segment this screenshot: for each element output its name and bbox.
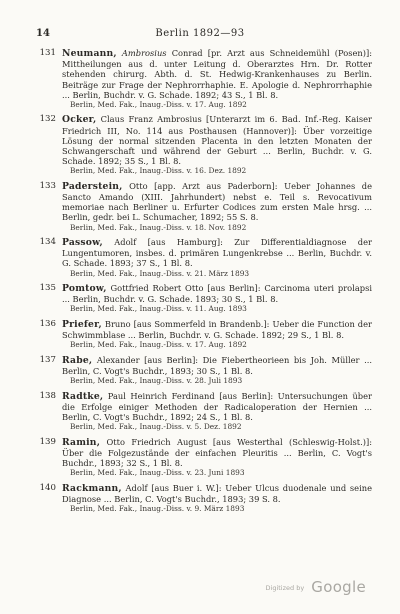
entry-number: 136 <box>39 318 56 329</box>
entry-surname: Ocker, <box>62 114 97 126</box>
entry-description: Claus Franz Ambrosius [Unterarzt im 6. Bad. Inf.-Reg. Kaiser Friedrich III, No. 114 aus Posthausen (Hannover)]: Über vorzeitige Lösung der normal sitzenden Placenta in den letzten Monaten der Schwangerschaft und während der Geburt ... Berlin, Buchdr. v. G. Schade. 1892; 35 S., 1 Bl. 8. <box>62 114 372 167</box>
bibliography-entry <box>30 48 372 109</box>
entry-description: Adolf [aus Buer i. W.]: Ueber Ulcus duodenale und seine Diagnose ... Berlin, C. Vogt's Buchdr., 1893; 39 S. 8. <box>62 482 372 504</box>
bibliography-entry <box>30 437 372 478</box>
entry-dissertation-note: Berlin, Med. Fak., Inaug.-Diss. v. 17. Aug. 1892 <box>70 340 247 350</box>
entry-text <box>62 114 372 166</box>
entry-number: 131 <box>39 48 56 58</box>
entry-surname: Ramin, <box>62 436 101 448</box>
entry-surname: Passow, <box>62 237 103 249</box>
entry-dissertation-note: Berlin, Med. Fak., Inaug.-Diss. v. 28. Juli 1893 <box>70 376 243 386</box>
entry-number: 134 <box>39 237 56 248</box>
bibliography-entry <box>30 114 372 175</box>
digitization-watermark <box>266 577 366 596</box>
bibliography-entry <box>30 283 372 314</box>
entry-description: Otto [app. Arzt aus Paderborn]: Ueber Johannes de Sancto Amando (XIII. Jahrhundert) nebst e. Teil s. Revocativum memoriae nach Berliner u. Erfurter Codices zum ersten Male hrsg. ... Berlin, gedr. bei L. Schumacher, 1892; 55 S. 8. <box>62 180 372 223</box>
entry-dissertation-note: Berlin, Med. Fak., Inaug.-Diss. v. 9. März 1893 <box>70 503 245 513</box>
entry-description: Alexander [aus Berlin]: Die Fiebertheorieen bis Joh. Müller ... Berlin, C. Vogt's Buchdr., 1893; 30 S., 1 Bl. 8. <box>62 354 372 376</box>
entry-number: 140 <box>39 482 56 493</box>
running-title: Berlin 1892—93 <box>155 28 245 39</box>
entry-dissertation-note: Berlin, Med. Fak., Inaug.-Diss. v. 17. Aug. 1892 <box>70 100 247 110</box>
bibliography-entry <box>30 181 372 232</box>
entry-dissertation-note: Berlin, Med. Fak., Inaug.-Diss. v. 23. Juni 1893 <box>70 468 245 478</box>
page-header <box>36 28 364 42</box>
entry-dissertation-note: Berlin, Med. Fak., Inaug.-Diss. v. 5. Dez. 1892 <box>70 422 242 432</box>
page-number: 14 <box>36 28 50 39</box>
entry-text <box>62 437 372 469</box>
entry-description: Bruno [aus Sommerfeld in Brandenb.]: Ueber die Function der Schwimmblase ... Berlin, Buchdr. v. G. Schade. 1892; 29 S., 1 Bl. 8. <box>62 318 372 341</box>
entry-description: Paul Heinrich Ferdinand [aus Berlin]: Untersuchungen über die Erfolge einiger Methoden der Radicaloperation der Hernien ... Berlin, C. Vogt's Buchdr., 1892; 24 S., 1 Bl. 8. <box>62 390 372 422</box>
bibliography-entry <box>30 483 372 514</box>
entry-number: 133 <box>39 180 56 191</box>
entry-text <box>62 48 372 100</box>
entry-text <box>62 181 372 223</box>
watermark-prefix: Digitized by <box>265 584 305 592</box>
entry-description: Otto Friedrich August [aus Westerthal (Schleswig-Holst.)]: Über die Folgezustände der einfachen Pleuritis ... Berlin, C. Vogt's Buchdr., 1893; 32 S., 1 Bl. 8. <box>62 436 372 468</box>
entry-surname: Radtke, <box>62 390 104 402</box>
entry-number: 132 <box>39 114 56 125</box>
entry-dissertation-note: Berlin, Med. Fak., Inaug.-Diss. v. 21. März 1893 <box>70 268 250 278</box>
entry-text <box>62 391 372 423</box>
entry-surname: Rackmann, <box>62 482 122 494</box>
entry-description: Adolf [aus Hamburg]: Zur Differentialdiagnose der Lungentumoren, insbes. d. primären Lungenkrebse ... Berlin, Buchdr. v. G. Schade. 1893; 37 S., 1 Bl. 8. <box>62 237 372 269</box>
entry-number: 138 <box>39 390 56 401</box>
bibliography-entries <box>30 48 372 518</box>
bibliography-entry <box>30 319 372 350</box>
bibliography-entry <box>30 355 372 386</box>
entry-description: Conrad [pr. Arzt aus Schneidemühl (Posen)]: Mittheilungen aus d. unter Leitung d. Oberarztes Hrn. Dr. Rotter stehenden chirurg. Abth. d. St. Hedwig-Krankenhauses zu Berlin. Beiträge zur Frage der Nephrorrhaphie. E. Apologie d. Nephrorrhaphie ... Berlin, Buchdr. v. G. Schade. 1892; 43 S., 1 Bl. 8. <box>62 48 372 100</box>
entry-dissertation-note: Berlin, Med. Fak., Inaug.-Diss. v. 11. Aug. 1893 <box>70 304 247 314</box>
entry-surname: Priefer, <box>62 318 102 330</box>
bibliography-entry <box>30 391 372 432</box>
entry-dissertation-note: Berlin, Med. Fak., Inaug.-Diss. v. 18. Nov. 1892 <box>70 222 247 232</box>
entry-text <box>62 355 372 376</box>
entry-surname: Neumann, <box>62 48 117 59</box>
entry-surname: Rabe, <box>62 354 93 366</box>
entry-description: Gottfried Robert Otto [aus Berlin]: Carcinoma uteri prolapsi ... Berlin, Buchdr. v. G. Schade. 1893; 30 S., 1 Bl. 8. <box>62 283 372 305</box>
entry-text <box>62 483 372 504</box>
entry-text <box>62 283 372 304</box>
entry-surname: Paderstein, <box>62 180 123 192</box>
entry-surname: Pomtow, <box>62 283 107 295</box>
entry-text <box>62 237 372 269</box>
entry-dissertation-note: Berlin, Med. Fak., Inaug.-Diss. v. 16. Dez. 1892 <box>70 166 247 176</box>
entry-number: 139 <box>39 436 56 447</box>
entry-number: 135 <box>39 283 56 294</box>
entry-given-name: Ambrosius <box>121 48 167 58</box>
watermark-brand: Google <box>311 578 366 596</box>
bibliography-entry <box>30 237 372 278</box>
entry-text <box>62 319 372 340</box>
entry-number: 137 <box>39 354 56 365</box>
